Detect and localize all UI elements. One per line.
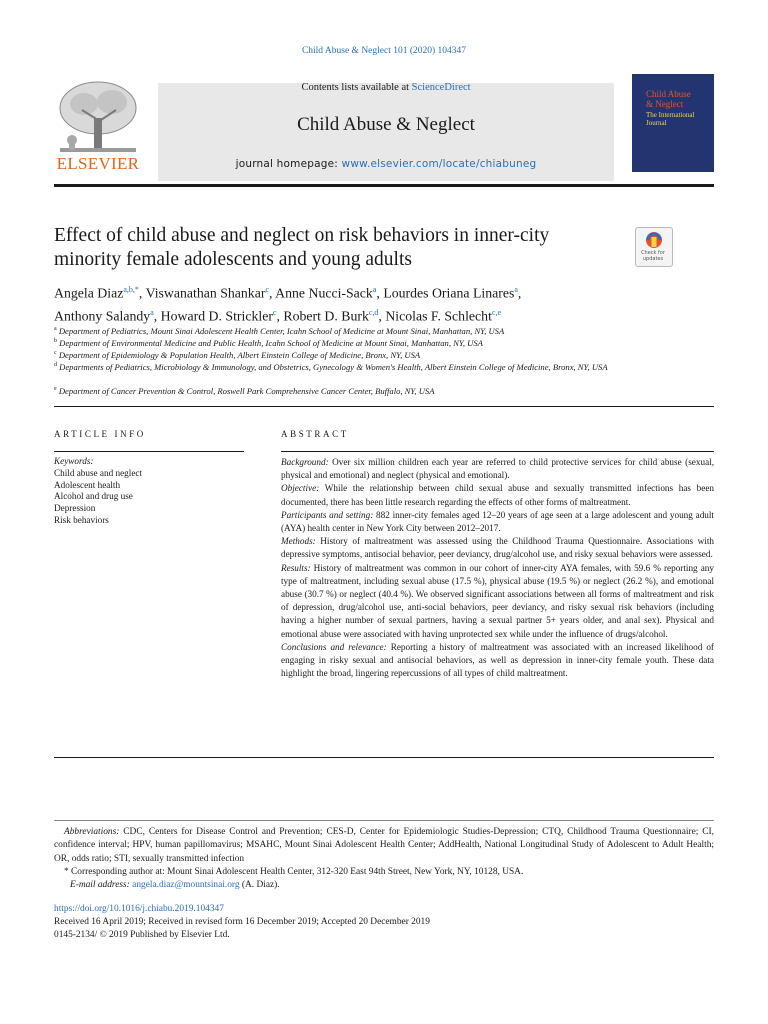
affiliation-label: b: [54, 338, 57, 344]
author-6-affil[interactable]: c: [272, 307, 277, 317]
journal-citation[interactable]: Child Abuse & Neglect 101 (2020) 104347: [301, 46, 467, 56]
abbreviations-label: Abbreviations:: [64, 827, 120, 837]
homepage-link[interactable]: www.elsevier.com/locate/chiabuneg: [341, 158, 537, 170]
keywords-label: Keywords:: [54, 456, 94, 466]
author-6[interactable]: Howard D. Strickler: [160, 308, 273, 324]
abstract-section-text: 882 inner-city females aged 12–20 years of age seen at a large adolescent and young adult (AYA) health center in New York City between 2012–2017.: [281, 509, 714, 534]
author-separator: ,: [378, 308, 386, 324]
author-1[interactable]: Angela Diaz: [54, 285, 124, 301]
affiliation-d: [54, 359, 654, 373]
affiliation-text: Departments of Pediatrics, Microbiology & Immunology, and Obstetrics, Gynecology & Women's Health, Albert Einstein College of Medicine, Bronx, NY, USA: [59, 361, 608, 372]
email-label: E-mail address:: [70, 880, 130, 891]
journal-homepage: [158, 158, 614, 170]
footnote-divider: [54, 820, 714, 821]
crossmark-icon: [636, 228, 672, 250]
email-suffix: (A. Diaz).: [239, 880, 280, 891]
author-separator: ,: [269, 285, 276, 301]
cover-title-line1: Child Abuse: [646, 89, 691, 99]
affiliation-text: Department of Epidemiology & Population Health, Albert Einstein College of Medicine, Bronx, NY, USA: [58, 349, 421, 360]
copyright-line: 0145-2134/ © 2019 Published by Elsevier Ltd.: [54, 930, 230, 940]
title-line-1: Effect of child abuse and neglect on risk behaviors in inner-city: [54, 225, 550, 246]
author-5-affil[interactable]: a: [150, 307, 154, 317]
keyword-item: Child abuse and neglect: [54, 467, 143, 478]
journal-name: Child Abuse & Neglect: [297, 114, 475, 135]
keyword-item: Risk behaviors: [54, 514, 109, 525]
abbreviations-text: CDC, Centers for Disease Control and Prevention; CES-D, Center for Epidemiologic Studies-Depression; CTQ, Childhood Trauma Questionnaire; CI, confidence interval; HPV, human papillomavirus; MSAHC, Mount Sinai Adolescent Health Center; AddHealth, National Longitudinal Study of Adolescent to Adult Health; OR, odds ratio; STI, sexually transmitted infection: [54, 827, 714, 864]
received-dates: Received 16 April 2019; Received in revised form 16 December 2019; Accepted 20 December 2019: [54, 917, 430, 927]
keywords-block: [54, 456, 244, 527]
keyword-item: Alcohol and drug use: [54, 491, 133, 502]
author-1-affil[interactable]: a,b,*: [123, 285, 139, 294]
author-5[interactable]: Anthony Salandy: [54, 308, 151, 324]
author-8-affil[interactable]: c,e: [491, 307, 502, 317]
author-3-affil[interactable]: a: [372, 285, 377, 294]
keyword-item: Adolescent health: [54, 479, 121, 490]
abstract-section-text: Reporting a history of maltreatment was associated with an increased likelihood of engaging in risky sexual and antisocial behaviors, as well as depression in inner-city female youth. These data highlight the broad, lingering repercussions of all types of child maltreatment.: [281, 641, 714, 679]
sciencedirect-link[interactable]: ScienceDirect: [411, 82, 471, 93]
author-separator: ,: [376, 285, 384, 301]
author-separator: ,: [276, 308, 284, 324]
affiliation-text: Department of Environmental Medicine and Public Health, Icahn School of Medicine at Mount Sinai, Manhattan, NY, USA: [59, 337, 483, 348]
abstract-section-label: Conclusions and relevance:: [281, 641, 387, 652]
abstract-section-label: Background:: [281, 457, 329, 467]
article-info-divider: [54, 451, 244, 452]
affiliation-label: a: [54, 326, 57, 332]
author-separator: ,: [138, 285, 146, 301]
abbreviations-footnote: [54, 826, 714, 866]
affiliations-divider: [54, 406, 714, 407]
author-separator: ,: [153, 308, 161, 324]
article-title: [54, 224, 614, 272]
abstract-heading: ABSTRACT: [281, 429, 349, 439]
affiliation-text: Department of Pediatrics, Mount Sinai Adolescent Health Center, Icahn School of Medicine at Mount Sinai, Manhattan, NY, USA: [58, 325, 505, 336]
abstract-conclusions: [281, 641, 714, 681]
abstract-section-label: Participants and setting:: [281, 509, 374, 520]
author-2-affil[interactable]: c: [265, 285, 269, 294]
author-7[interactable]: Robert D. Burk: [283, 308, 369, 324]
author-7-affil[interactable]: c,d: [368, 307, 379, 317]
article-info-heading: ARTICLE INFO: [54, 429, 146, 439]
elsevier-wordmark: ELSEVIER: [56, 154, 140, 173]
author-2[interactable]: Viswanathan Shankar: [145, 285, 266, 301]
affiliation-e: [54, 383, 654, 397]
corresponding-author-footnote: [54, 866, 714, 893]
abstract-body: [281, 456, 714, 680]
author-4[interactable]: Lourdes Oriana Linares: [383, 285, 515, 301]
abstract-divider: [281, 451, 714, 452]
abstract-section-text: Over six million children each year are referred to child protective services for child abuse (sexual, physical and emotional) and neglect (physical and emotional).: [281, 457, 714, 481]
author-8[interactable]: Nicolas F. Schlecht: [385, 308, 492, 324]
affiliation-label: d: [54, 362, 57, 368]
cover-subtitle: The International Journal: [646, 111, 695, 127]
doi-link[interactable]: https://doi.org/10.1016/j.chiabu.2019.104347: [54, 904, 224, 914]
affiliation-text: Department of Cancer Prevention & Control, Roswell Park Comprehensive Cancer Center, Buffalo, NY, USA: [58, 385, 435, 396]
email-link[interactable]: angela.diaz@mountsinai.org: [132, 880, 240, 891]
contents-prefix: Contents lists available at: [301, 82, 412, 93]
affiliation-label: e: [54, 386, 57, 392]
abstract-results: [281, 562, 714, 641]
abstract-bottom-divider: [54, 757, 714, 758]
abstract-methods: [281, 535, 714, 561]
author-3[interactable]: Anne Nucci-Sack: [275, 285, 373, 301]
title-line-2: minority female adolescents and young adults: [54, 249, 412, 270]
affiliation-label: c: [54, 350, 57, 356]
abstract-background: [281, 456, 714, 482]
cover-title-line2: & Neglect: [646, 98, 684, 109]
keyword-item: Depression: [54, 503, 96, 514]
journal-cover-image: [632, 74, 714, 172]
abstract-section-text: History of maltreatment was assessed using the Childhood Trauma Questionnaire. Associations with depressive symptoms, antisocial behavior, peer deviancy, drug/alcohol use, and risky sexual behaviors were assessed.: [281, 536, 714, 560]
header-divider: [54, 184, 714, 187]
abstract-section-text: History of maltreatment was common in our cohort of inner-city AYA females, with 59.6 % reporting any type of maltreatment, including sexual abuse (17.5 %), physical abuse (19.5 %) or neglect (26.2 %), and emotional abuse (30.7 %) or neglect (40.4 %). We observed significant associations between all forms of maltreatment and risk of depression, drug/alcohol use, anti-social behaviors, peer deviancy, and risky sexual risk behaviors (including having a higher number of sexual partners, having a sexual partner 5+ years older, and anal sex). Physical and emotional abuse were associated with having unprotected sex while under the influence of drugs/alcohol.: [281, 562, 714, 639]
abstract-section-text: While the relationship between child sexual abuse and sexually transmitted infections has been documented, there has been little research regarding the effects of other forms of maltreatment.: [281, 483, 714, 507]
crossmark-label: Check for updates: [641, 250, 665, 262]
abstract-participants: [281, 509, 714, 535]
author-separator: ,: [517, 285, 522, 301]
abstract-section-label: Objective:: [281, 483, 320, 494]
contents-line: [158, 82, 614, 93]
author-list: [54, 280, 684, 325]
abstract-section-label: Methods:: [281, 536, 316, 547]
author-4-affil[interactable]: a: [514, 285, 518, 294]
abstract-objective: [281, 482, 714, 508]
corresponding-text: Corresponding author at: Mount Sinai Adolescent Health Center, 312-320 East 94th Street, New York, NY, 10128, USA.: [68, 867, 524, 877]
corresponding-mark: *: [64, 867, 69, 877]
homepage-prefix: journal homepage:: [235, 158, 342, 170]
abstract-section-label: Results:: [281, 562, 311, 573]
